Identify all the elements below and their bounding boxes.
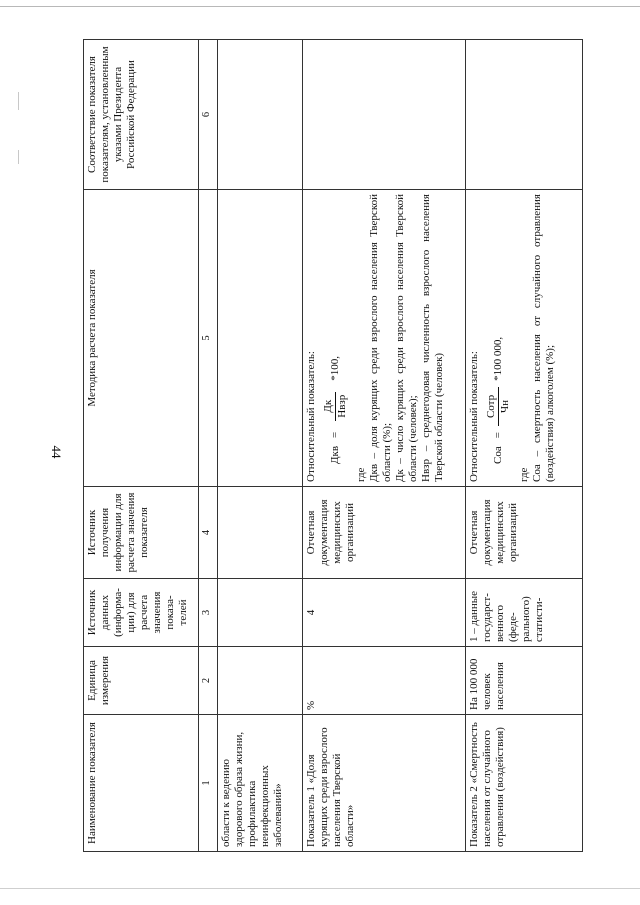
column-number: 5 xyxy=(199,190,218,487)
indicator-name: Показатель 1 «Доля курящих среди взрослого населения Тверской области» xyxy=(303,715,466,852)
header-method: Методика расчета показателя xyxy=(84,190,199,487)
formula-fraction xyxy=(322,387,349,426)
formula-rhs: *100, xyxy=(328,356,341,381)
column-number: 1 xyxy=(199,715,218,852)
method-where: где xyxy=(517,467,530,482)
formula-numerator: Дк xyxy=(322,392,336,421)
formula-numerator: Сотр xyxy=(485,387,499,426)
header-data-source: Источник данных (информа-ции) для расчета значения показа-телей xyxy=(84,579,199,647)
table-row xyxy=(466,40,583,852)
indicator-name: области к ведению здорового образа жизни, профилактика неинфекционных заболеваний» xyxy=(218,715,303,852)
column-number-row xyxy=(199,40,218,852)
indicator-unit: На 100 000 человек населения xyxy=(466,647,583,715)
table-header-row xyxy=(84,40,199,852)
method-line: Дк – число курящих среди взрослого населения Тверской области (человек); xyxy=(393,194,419,482)
method-where: где xyxy=(354,467,367,482)
indicator-data-source xyxy=(218,579,303,647)
formula-lhs: Соа xyxy=(491,446,504,464)
method-line: Дкв – доля курящих среди взрослого населения Тверской области (%); xyxy=(367,194,393,482)
header-compliance: Соответствие показателя показателям, установленным указами Президента Российской Федерации xyxy=(84,40,199,190)
header-indicator-name: Наименование показателя xyxy=(84,715,199,852)
header-info-source: Источник получения информации для расчета значения показателя xyxy=(84,487,199,579)
formula-equals: = xyxy=(328,431,341,438)
indicator-unit: % xyxy=(303,647,466,715)
formula xyxy=(485,194,512,464)
column-number: 3 xyxy=(199,579,218,647)
table-row xyxy=(303,40,466,852)
indicator-compliance xyxy=(218,40,303,190)
indicator-info-source: Отчетная документация медицинских организаций xyxy=(303,487,466,579)
indicator-data-source: 4 xyxy=(303,579,466,647)
formula xyxy=(322,194,349,464)
indicator-info-source: Отчетная документация медицинских организаций xyxy=(466,487,583,579)
indicator-method xyxy=(218,190,303,487)
rotated-table-container xyxy=(83,40,579,852)
formula-denominator: Чн xyxy=(498,399,511,413)
formula-rhs: *100 000, xyxy=(491,336,504,381)
indicator-method xyxy=(303,190,466,487)
column-number: 6 xyxy=(199,40,218,190)
column-number: 2 xyxy=(199,647,218,715)
header-unit: Единица измерения xyxy=(84,647,199,715)
method-intro: Относительный показатель: xyxy=(305,351,317,482)
indicator-table xyxy=(83,39,583,852)
method-line: Соа – смертность населения от случайного отравления (воздействия) алкоголем (%); xyxy=(530,194,556,482)
indicator-info-source xyxy=(218,487,303,579)
method-line: Нвзр – среднегодовая численность взрослого населения Тверской области (человек) xyxy=(419,194,445,482)
formula-denominator: Нвзр xyxy=(335,394,348,418)
indicator-method xyxy=(466,190,583,487)
indicator-unit xyxy=(218,647,303,715)
indicator-compliance xyxy=(303,40,466,190)
indicator-data-source: 1 – данные государст-венного (феде-рального) статисти- xyxy=(466,579,583,647)
formula-equals: = xyxy=(491,432,504,439)
method-intro: Относительный показатель: xyxy=(468,351,480,482)
indicator-compliance xyxy=(466,40,583,190)
formula-lhs: Дкв xyxy=(328,445,341,464)
indicator-name: Показатель 2 «Смертность населения от случайного отравления (воздействия) xyxy=(466,715,583,852)
formula-fraction xyxy=(485,387,512,426)
column-number: 4 xyxy=(199,487,218,579)
table-row xyxy=(218,40,303,852)
